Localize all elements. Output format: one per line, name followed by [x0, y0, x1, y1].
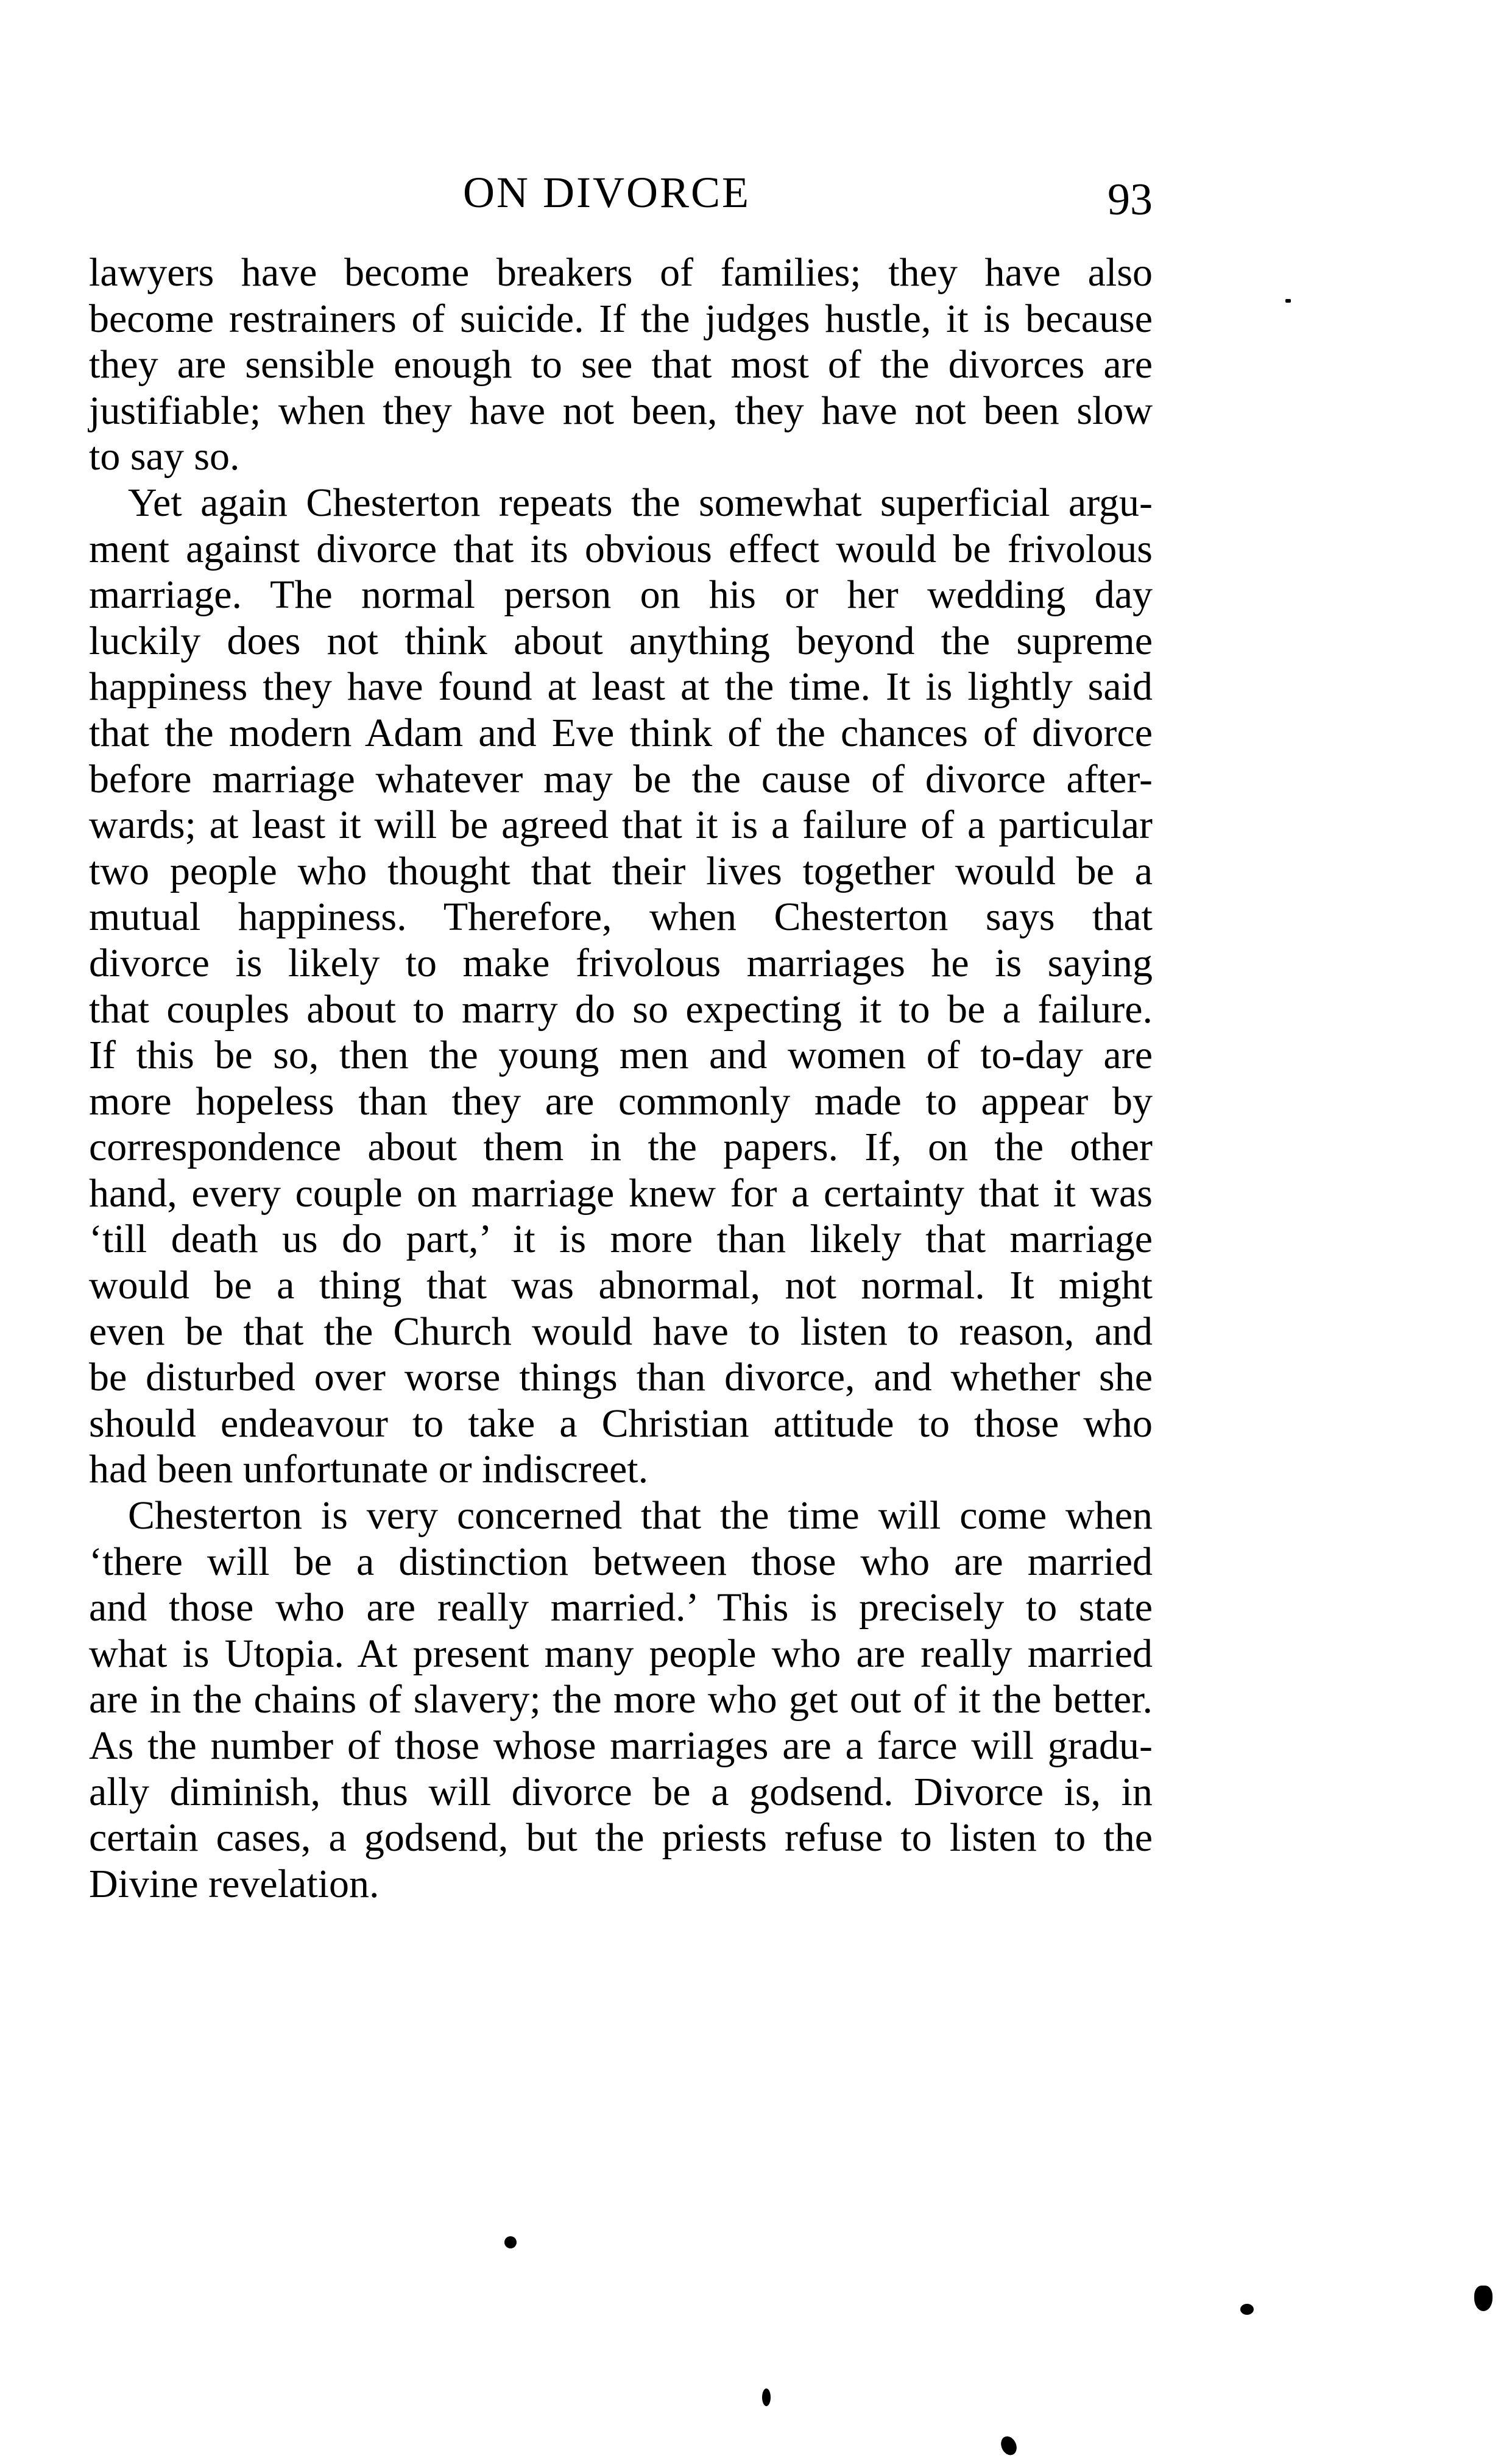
paragraph-2 — [89, 480, 1153, 1493]
text-line: Yet again Chesterton repeats the somewhat superficial argu- — [128, 480, 1153, 525]
text-line: justifiable; when they have not been, they have not been slow — [89, 388, 1153, 433]
text-line: mutual happiness. Therefore, when Chesterton says that — [89, 895, 1153, 940]
text-line: become restrainers of suicide. If the judges hustle, it is because — [89, 296, 1153, 341]
text-line: ‘there will be a distinction between those who are married — [89, 1539, 1153, 1584]
text-line: what is Utopia. At present many people who are really married — [89, 1631, 1153, 1676]
ink-speck — [1285, 299, 1291, 303]
ink-speck — [504, 2236, 517, 2248]
text-line: happiness they have found at least at the time. It is lightly said — [89, 664, 1153, 709]
page-number: 93 — [1108, 175, 1153, 225]
text-line: divorce is likely to make frivolous marriages he is saying — [89, 940, 1153, 985]
ink-speck — [762, 2388, 771, 2406]
text-line: had been unfortunate or indiscreet. — [89, 1447, 649, 1492]
text-line: would be a thing that was abnormal, not normal. It might — [89, 1263, 1153, 1308]
ink-speck — [1240, 2304, 1254, 2315]
ink-speck — [1474, 2286, 1493, 2311]
text-line: As the number of those whose marriages are a farce will gradu- — [89, 1723, 1153, 1768]
ink-speck — [998, 2434, 1019, 2457]
text-line: even be that the Church would have to listen to reason, and — [89, 1309, 1153, 1354]
text-line: should endeavour to take a Christian attitude to those who — [89, 1401, 1153, 1446]
text-line: Chesterton is very concerned that the time will come when — [128, 1493, 1153, 1538]
text-line: luckily does not think about anything beyond the supreme — [89, 618, 1153, 663]
text-line: If this be so, then the young men and women of to-day are — [89, 1033, 1153, 1078]
text-line: they are sensible enough to see that most of the divorces are — [89, 342, 1153, 387]
text-line: hand, every couple on marriage knew for a certainty that it was — [89, 1170, 1153, 1216]
running-head — [89, 160, 1153, 225]
text-line: lawyers have become breakers of families; they have also — [89, 250, 1153, 295]
text-line: two people who thought that their lives together would be a — [89, 848, 1153, 893]
paragraph-1 — [89, 250, 1153, 480]
text-line: more hopeless than they are commonly made to appear by — [89, 1079, 1153, 1124]
text-line: wards; at least it will be agreed that it is a failure of a particular — [89, 803, 1153, 848]
text-line: marriage. The normal person on his or her wedding day — [89, 572, 1153, 618]
text-line: correspondence about them in the papers. If, on the other — [89, 1125, 1153, 1170]
text-line: that couples about to marry do so expecting it to be a failure. — [89, 987, 1153, 1032]
text-line: ment against divorce that its obvious effect would be frivolous — [89, 526, 1153, 571]
text-line: are in the chains of slavery; the more who get out of it the better. — [89, 1677, 1153, 1722]
text-line: to say so. — [89, 434, 240, 479]
running-title: ON DIVORCE — [463, 168, 751, 217]
text-line: and those who are really married.’ This is precisely to state — [89, 1585, 1153, 1630]
paragraph-3 — [89, 1493, 1153, 1907]
text-line: be disturbed over worse things than divorce, and whether she — [89, 1355, 1153, 1400]
text-line: ally diminish, thus will divorce be a godsend. Divorce is, in — [89, 1769, 1153, 1814]
text-line: ‘till death us do part,’ it is more than likely that marriage — [89, 1217, 1153, 1262]
text-line: Divine revelation. — [89, 1861, 380, 1906]
text-line: that the modern Adam and Eve think of the chances of divorce — [89, 710, 1153, 755]
text-line: before marriage whatever may be the cause of divorce after- — [89, 756, 1153, 801]
body-text — [89, 250, 1153, 1907]
text-line: certain cases, a godsend, but the priests refuse to listen to the — [89, 1815, 1153, 1860]
